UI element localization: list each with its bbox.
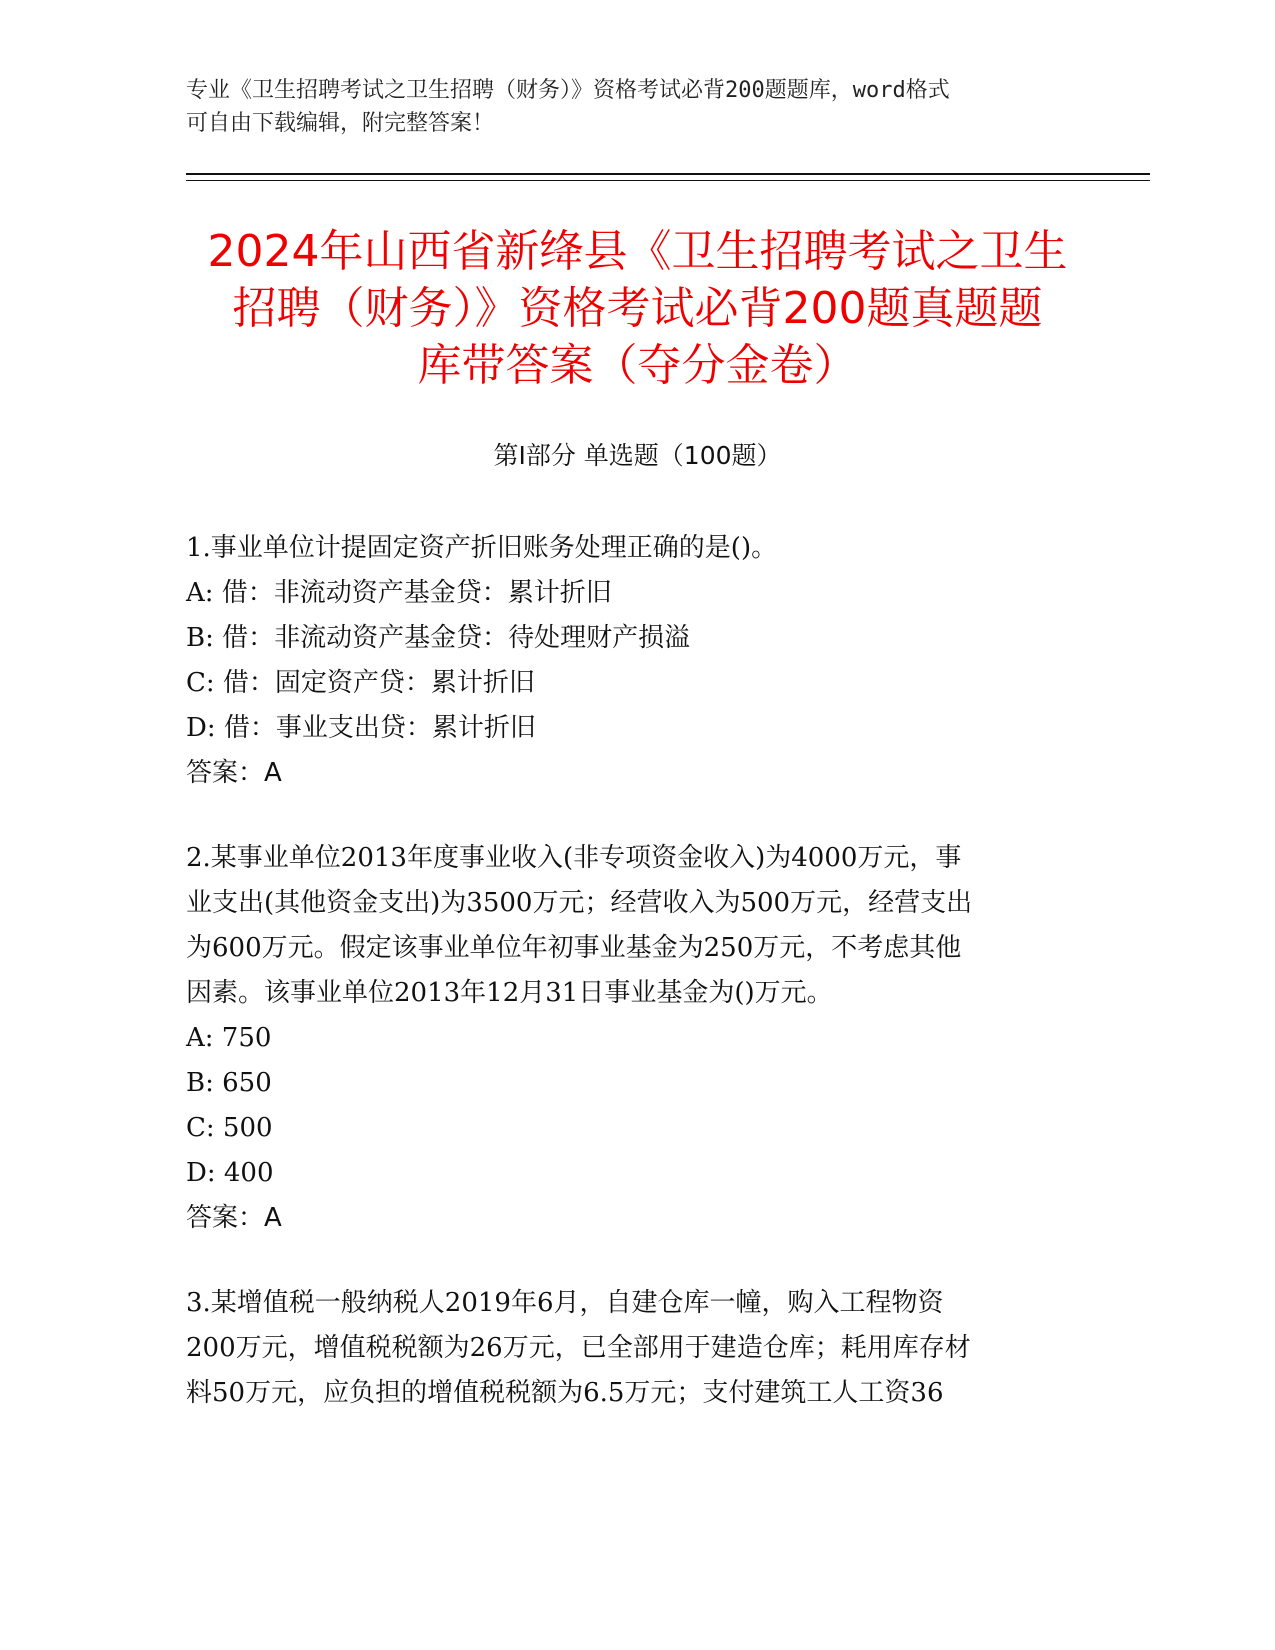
option-c: C: 500 <box>186 1113 273 1143</box>
option-d: D: 400 <box>186 1158 274 1188</box>
header-note <box>186 74 1066 140</box>
question-2 <box>186 836 1086 1241</box>
answer: 答案：A <box>186 1203 282 1233</box>
answer: 答案：A <box>186 758 282 788</box>
question-3 <box>186 1281 1086 1416</box>
option-d: D: 借：事业支出贷：累计折旧 <box>186 713 536 743</box>
option-b: B: 650 <box>186 1068 272 1098</box>
header-note-line: 可自由下载编辑，附完整答案！ <box>186 111 495 136</box>
option-b: B: 借：非流动资产基金贷：待处理财产损溢 <box>186 623 691 653</box>
question-stem-line: 为600万元。假定该事业单位年初事业基金为250万元，不考虑其他 <box>186 933 962 963</box>
option-a: A: 借：非流动资产基金贷：累计折旧 <box>186 578 612 608</box>
document-title <box>130 223 1145 394</box>
title-line: 2024年山西省新绛县《卫生招聘考试之卫生 <box>207 226 1068 277</box>
header-divider-thin <box>186 180 1150 181</box>
question-list <box>186 526 1086 1456</box>
header-divider-thick <box>186 173 1150 175</box>
question-1 <box>186 526 1086 796</box>
question-stem-line: 2.某事业单位2013年度事业收入(非专项资金收入)为4000万元，事 <box>186 843 962 873</box>
option-c: C: 借：固定资产贷：累计折旧 <box>186 668 535 698</box>
question-stem-line: 200万元，增值税税额为26万元，已全部用于建造仓库；耗用库存材 <box>186 1333 971 1363</box>
option-a: A: 750 <box>186 1023 272 1053</box>
title-line: 库带答案（夺分金卷） <box>417 340 858 391</box>
question-stem-line: 3.某增值税一般纳税人2019年6月，自建仓库一幢，购入工程物资 <box>186 1288 944 1318</box>
question-stem-line: 业支出(其他资金支出)为3500万元；经营收入为500万元，经营支出 <box>186 888 973 918</box>
header-note-line: 专业《卫生招聘考试之卫生招聘（财务）》资格考试必背200题题库，word格式 <box>186 78 950 103</box>
question-stem-line: 1.事业单位计提固定资产折旧账务处理正确的是()。 <box>186 533 778 563</box>
section-title: 第I部分 单选题（100题） <box>493 441 782 470</box>
question-stem-line: 因素。该事业单位2013年12月31日事业基金为()万元。 <box>186 978 833 1008</box>
title-line: 招聘（财务）》资格考试必背200题真题题 <box>232 283 1043 334</box>
question-stem-line: 料50万元，应负担的增值税税额为6.5万元；支付建筑工人工资36 <box>186 1378 944 1408</box>
